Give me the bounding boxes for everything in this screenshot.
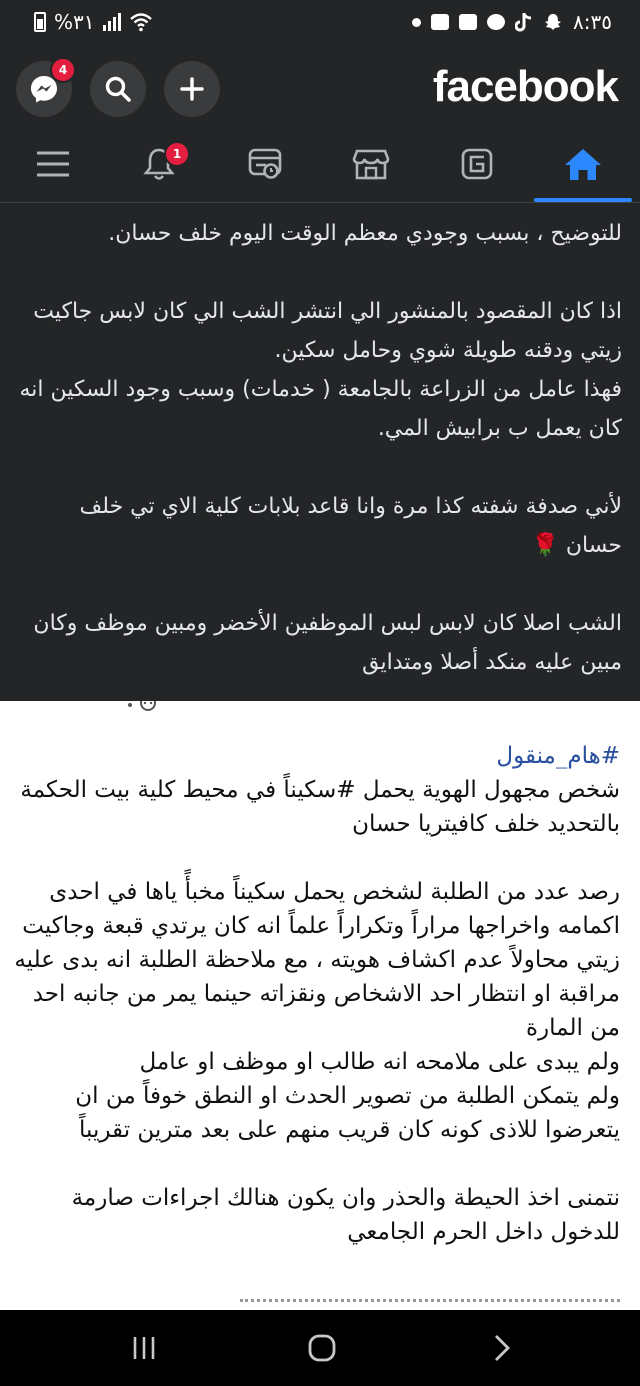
- post-text: [18, 214, 622, 698]
- image-hashtag[interactable]: #هام_منقول: [496, 743, 620, 769]
- home-nav-icon[interactable]: [300, 1328, 344, 1368]
- dot-icon: [412, 18, 421, 27]
- image-cutoff-line: [240, 1299, 620, 1310]
- image-paragraph: شخص مجهول الهوية يحمل #سكيناً في محيط كلية بيت الحكمة بالتحديد خلف كافيتريا حسان: [20, 777, 620, 837]
- plus-icon: [179, 76, 205, 102]
- image-paragraph: رصد عدد من الطلبة لشخص يحمل سكيناً مخبأً ياها في احدى اكمامه واخراجها مراراً وتكراراً علماً انه كان يرتدي قبعة وجاكيت زيتي محاولاً عدم اكشاف هويته ، مع ملاحظة الطلبة انه بدى عليه مراقبة او انتظار احد الاشخاص ونقزاته حينما يمر من جانبه احد من المارة ولم يبدى على ملامحه انه طالب او موظف او عامل ولم يتمكن الطلبة من تصوير الحدث او النطق خوفاً من ان يتعرضوا للاذى كونه كان قريب منهم على بعد مترين تقريباً: [14, 879, 620, 1143]
- home-icon: [563, 146, 603, 182]
- signal-icon: [103, 13, 121, 31]
- battery-percent: %٣١: [54, 10, 95, 34]
- search-button[interactable]: [90, 61, 146, 117]
- clock: ٨:٣٥: [573, 10, 612, 34]
- status-bar: [0, 0, 640, 46]
- tab-watch[interactable]: [212, 128, 318, 200]
- tab-home[interactable]: [530, 128, 636, 200]
- search-icon: [104, 75, 132, 103]
- tab-notifications[interactable]: [106, 128, 212, 200]
- recents-icon[interactable]: [124, 1328, 164, 1368]
- post-paragraph: اذا كان المقصود بالمنشور الي انتشر الشب الي كان لابس جاكيت زيتي ودقنه طويلة شوي وحامل سكين. فهذا عامل من الزراعة بالجامعة ( خدمات) وسبب وجود السكين انه كان يعمل ب برابيش المي.: [19, 299, 622, 441]
- account-icon: [487, 14, 505, 30]
- post-paragraph: للتوضيح ، بسبب وجودي معظم الوقت اليوم خلف حسان.: [108, 221, 622, 246]
- image-text: [14, 739, 620, 1283]
- create-button[interactable]: [164, 61, 220, 117]
- marketplace-icon: [352, 147, 390, 181]
- post-paragraph: لأني صدفة شفته كذا مرة وانا قاعد بلابات كلية الاي تي خلف حسان 🌹: [79, 494, 622, 558]
- wifi-icon: [129, 12, 153, 32]
- tab-marketplace[interactable]: [318, 128, 424, 200]
- messenger-button[interactable]: [16, 61, 72, 117]
- battery-charging-icon: [34, 12, 46, 32]
- back-icon[interactable]: [486, 1328, 518, 1368]
- system-navigation-bar: [0, 1310, 640, 1386]
- groups-icon: [460, 147, 494, 181]
- tab-menu[interactable]: [0, 128, 106, 200]
- status-left: [34, 10, 153, 34]
- gallery-icon: [459, 14, 477, 30]
- nav-tabs: [0, 128, 640, 203]
- status-right: [412, 10, 612, 34]
- tab-groups[interactable]: [424, 128, 530, 200]
- watch-icon: [247, 147, 283, 181]
- facebook-logo[interactable]: facebook: [432, 62, 618, 111]
- snapchat-icon: [543, 12, 563, 32]
- hamburger-icon: [35, 149, 71, 179]
- messenger-badge: 4: [50, 57, 76, 83]
- image-emoji-fragment: [120, 701, 162, 717]
- top-bar: [0, 48, 640, 128]
- notifications-badge: 1: [164, 141, 190, 167]
- post-image[interactable]: [0, 701, 640, 1310]
- folder-icon: [431, 14, 449, 30]
- image-paragraph: نتمنى اخذ الحيطة والحذر وان يكون هنالك اجراءات صارمة للدخول داخل الحرم الجامعي: [71, 1185, 620, 1245]
- tiktok-icon: [515, 12, 533, 32]
- post-paragraph: الشب اصلا كان لابس لبس الموظفين الأخضر ومبين موظف وكان مبين عليه منكد أصلا ومتدايق: [33, 611, 622, 675]
